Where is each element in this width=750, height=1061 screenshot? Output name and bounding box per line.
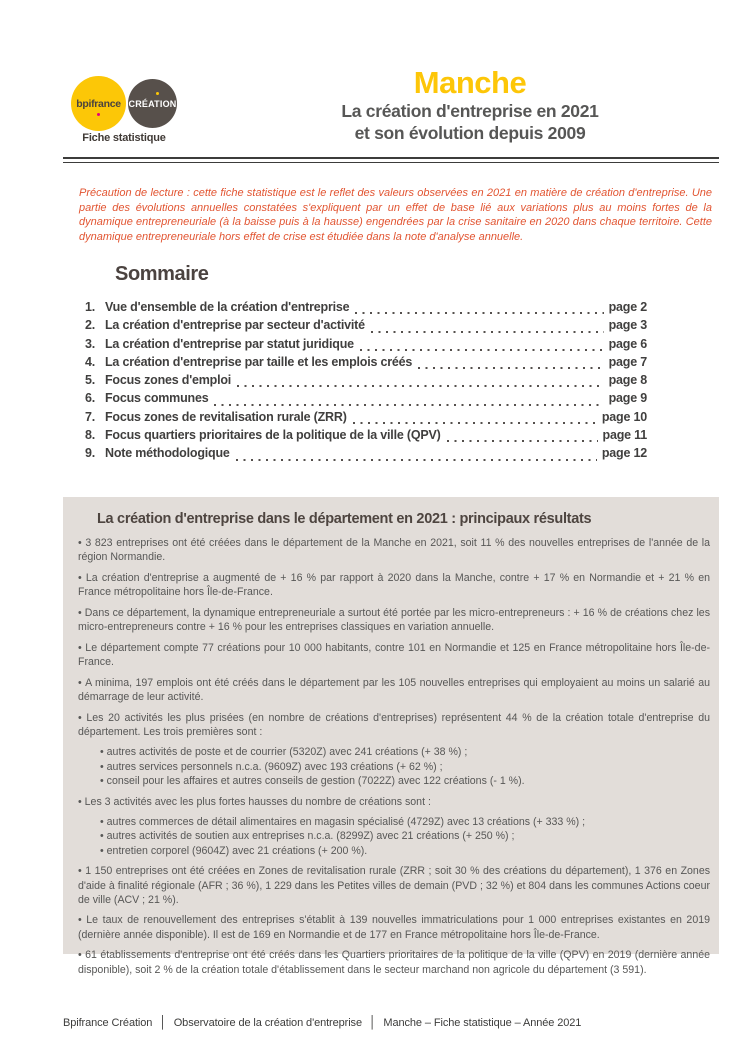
toc-dot-leader — [360, 349, 604, 351]
toc-dot-leader — [355, 312, 603, 314]
toc-item-page: page 10 — [601, 409, 647, 424]
toc-item-label: Focus zones de revitalisation rurale (ZRR) — [105, 409, 347, 424]
results-bullet: • Le département compte 77 créations pour 10 000 habitants, contre 101 en Normandie et 125 en France métropolitaine hors Île-de-France. — [78, 641, 710, 669]
results-bullet: • A minima, 197 emplois ont été créés dans le département par les 105 nouvelles entreprises qui employaient au moins un salarié au démarrage de leur activité. — [78, 676, 710, 704]
results-sub-bullet: • autres activités de soutien aux entreprises n.c.a. (8299Z) avec 21 créations (+ 250 %) ; — [100, 829, 710, 843]
results-bullet: • La création d'entreprise a augmenté de + 16 % par rapport à 2020 dans la Manche, contre + 17 % en Normandie et + 21 % en France métropolitaine hors Île-de-France. — [78, 571, 710, 599]
toc-item-label: La création d'entreprise par secteur d'activité — [105, 318, 365, 333]
toc-item-number: 7. — [85, 409, 96, 424]
toc-item-label: Focus zones d'emploi — [105, 373, 232, 388]
footer-document-ref: Manche – Fiche statistique – Année 2021 — [383, 1017, 582, 1029]
results-bullet: • Les 20 activités les plus prisées (en nombre de créations d'entreprises) représentent 44 % de la création totale d'entreprise du département. Les trois premières sont : — [78, 711, 710, 739]
toc-item-number: 4. — [85, 354, 96, 369]
toc-item-number: 3. — [85, 336, 96, 351]
toc-item-page: page 8 — [608, 373, 647, 388]
toc-item[interactable] — [85, 300, 647, 318]
results-bullet: • 3 823 entreprises ont été créées dans le département de la Manche en 2021, soit 11 % des nouvelles entreprises de l'année de la région Normandie. — [78, 536, 710, 564]
toc-item[interactable] — [85, 373, 647, 391]
creation-logo-text: CRÉATION — [128, 98, 177, 109]
toc-dot-leader — [447, 440, 598, 442]
results-sub-bullet: • autres services personnels n.c.a. (9609Z) avec 193 créations (+ 62 %) ; — [100, 760, 710, 774]
toc-dot-leader — [353, 422, 597, 424]
logo-caption: Fiche statistique — [82, 132, 166, 144]
results-sub-bullet: • autres activités de poste et de courrier (5320Z) avec 241 créations (+ 38 %) ; — [100, 745, 710, 759]
results-bullet: • Dans ce département, la dynamique entrepreneuriale a surtout été portée par les micro-entrepreneurs : + 16 % de créations chez les micro-entrepreneurs contre + 16 % pour les entreprises classiques en variation annuelle. — [78, 606, 710, 634]
toc-item-page: page 12 — [601, 446, 647, 461]
reading-precaution: Précaution de lecture : cette fiche statistique est le reflet des valeurs observées en 2021 en matière de création d'entreprise. Une partie des évolutions annuelles constatées s'expliquent par un effet de base lié aux variations plus au moins fortes de la dynamique entrepreneuriale (à la baisse puis à la hausse) engendrées par la crise sanitaire en 2020 dans chaque territoire. Cette dynamique entrepreneuriale hors effet de crise est étudiée dans la note d'analyse annuelle. — [79, 187, 712, 243]
footer-observatory: Observatoire de la création d'entreprise — [173, 1017, 362, 1029]
toc-item-label: Focus communes — [105, 391, 209, 406]
bpifrance-logo — [71, 76, 126, 131]
toc-item-label: Vue d'ensemble de la création d'entreprise — [105, 300, 350, 314]
toc-item-number: 9. — [85, 446, 96, 461]
toc-item[interactable] — [85, 337, 647, 355]
toc-item-number: 6. — [85, 391, 96, 406]
results-bullets — [78, 536, 710, 977]
footer-separator: │ — [159, 1015, 167, 1029]
toc-item-number: 1. — [85, 300, 96, 314]
header-divider — [63, 157, 719, 163]
toc-item-label: Focus quartiers prioritaires de la politique de la ville (QPV) — [105, 428, 441, 443]
toc-item-page: page 7 — [608, 354, 647, 369]
toc-item-label: La création d'entreprise par statut juridique — [105, 336, 354, 351]
toc-item-page: page 6 — [608, 336, 647, 351]
page-footer — [63, 1015, 703, 1029]
toc-list — [85, 300, 647, 465]
creation-accent-dot-icon — [156, 92, 159, 95]
toc-item-label: La création d'entreprise par taille et les emplois créés — [105, 354, 413, 369]
toc-item-number: 5. — [85, 373, 96, 388]
results-sub-bullet: • conseil pour les affaires et autres conseils de gestion (7022Z) avec 122 créations (- 1 %). — [100, 774, 710, 788]
bpifrance-accent-dot-icon — [97, 113, 100, 116]
bpifrance-logo-text: bpifrance — [76, 97, 121, 110]
toc-item-page: page 2 — [608, 300, 647, 314]
results-bullet: • Les 3 activités avec les plus fortes hausses du nombre de créations sont : — [78, 795, 710, 809]
toc-dot-leader — [237, 385, 604, 387]
footer-publisher: Bpifrance Création — [63, 1017, 153, 1029]
toc-item[interactable] — [85, 391, 647, 409]
toc-item-page: page 3 — [608, 318, 647, 333]
results-box — [63, 497, 719, 976]
page-subtitle-line2: et son évolution depuis 2009 — [354, 123, 586, 143]
toc-item-page: page 9 — [608, 391, 647, 406]
toc-item[interactable] — [85, 318, 647, 336]
toc-item[interactable] — [85, 446, 647, 464]
page-subtitle-line1: La création d'entreprise en 2021 — [341, 101, 599, 121]
toc-dot-leader — [371, 331, 604, 333]
toc-item-page: page 11 — [602, 428, 647, 443]
creation-logo — [128, 79, 177, 128]
toc-item-label: Note méthodologique — [105, 446, 230, 461]
toc-item[interactable] — [85, 428, 647, 446]
results-sub-bullet: • autres commerces de détail alimentaires en magasin spécialisé (4729Z) avec 13 créations (+ 333 %) ; — [100, 815, 710, 829]
header-title-block — [220, 66, 720, 144]
toc-dot-leader — [418, 367, 603, 369]
results-bullet: • 1 150 entreprises ont été créées en Zones de revitalisation rurale (ZRR ; soit 30 % des créations du département), 1 376 en Zones d'aide à finalité régionale (AFR ; 36 %), 1 229 dans les Petites villes de demain (PVD ; 32 %) et 804 dans les communes Actions coeur de ville (ACV ; 21 %). — [78, 864, 710, 907]
toc-heading: Sommaire — [115, 263, 209, 285]
results-title: La création d'entreprise dans le département en 2021 : principaux résultats — [97, 511, 592, 527]
results-bullet: • Le taux de renouvellement des entreprises s'établit à 139 nouvelles immatriculations pour 1 000 entreprises existantes en 2019 (dernière année disponible). Il est de 169 en Normandie et de 177 en France métropolitaine hors Île-de-France. — [78, 913, 710, 941]
toc-dot-leader — [214, 404, 603, 406]
page-title: Manche — [413, 65, 527, 100]
results-sub-bullet: • entretien corporel (9604Z) avec 21 créations (+ 200 %). — [100, 844, 710, 858]
toc-dot-leader — [236, 459, 597, 461]
footer-separator: │ — [368, 1015, 377, 1029]
toc-item[interactable] — [85, 355, 647, 373]
toc-item-number: 2. — [85, 318, 96, 333]
toc-item[interactable] — [85, 410, 647, 428]
toc-item-number: 8. — [85, 428, 96, 443]
results-bullet: • 61 établissements d'entreprise ont été créés dans les Quartiers prioritaires de la politique de la ville (QPV) en 2019 (dernière année disponible), soit 2 % de la création totale d'établissement dans le secteur marchand non agricole du département (3 591). — [78, 948, 710, 976]
